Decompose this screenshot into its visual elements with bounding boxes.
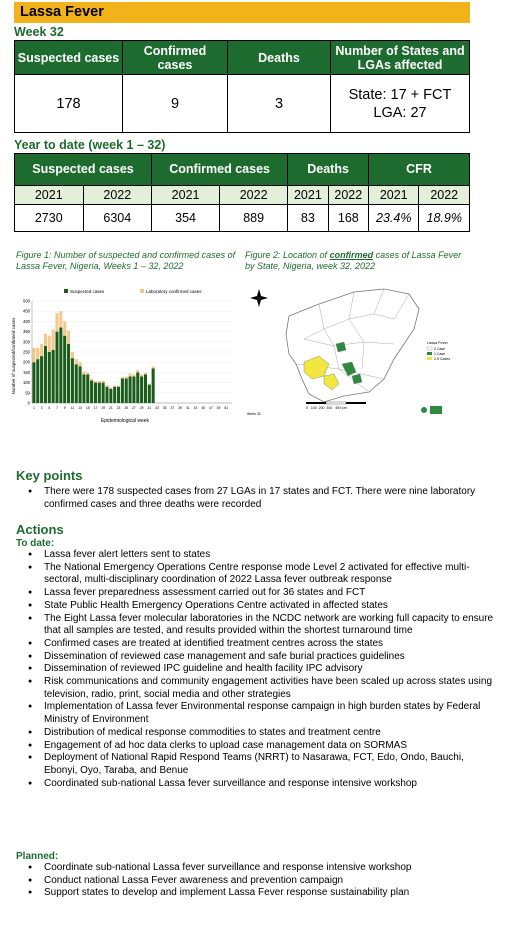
compass-icon <box>250 289 268 307</box>
x-tick-label: 9 <box>63 406 66 410</box>
list-item: ● Lassa fever preparedness assessment carried out for 36 states and FCT <box>26 587 498 600</box>
x-tick-label: 7 <box>56 406 58 410</box>
bar-suspected <box>102 383 105 403</box>
x-tick-label: 41 <box>185 406 190 410</box>
bar-confirmed <box>71 352 74 358</box>
bar-suspected <box>136 372 139 403</box>
x-axis-label: Epidemiological week <box>100 418 150 424</box>
y-tick-label: 450 <box>23 308 30 314</box>
bar-suspected <box>94 383 97 403</box>
figure2-caption-emphasis: confirmed <box>329 250 374 260</box>
report-title: Lassa Fever <box>14 2 470 23</box>
list-item: ● Dissemination of reviewed IPC guideline and health facility IPC advisory <box>26 663 498 676</box>
map-legend-label: 1 Case <box>434 352 446 356</box>
ytd-deaths-2021: 83 <box>288 205 328 232</box>
x-tick-label: 37 <box>170 406 175 410</box>
bar-confirmed <box>129 373 132 376</box>
bar-confirmed <box>67 331 70 344</box>
bar-suspected <box>55 332 58 403</box>
bar-suspected <box>109 389 112 403</box>
figure2-caption-end: cases of Lassa Fever by State, Nigeria, week 32, 2022 <box>245 250 462 271</box>
bar-confirmed <box>82 371 85 374</box>
weekly-summary-table <box>14 40 470 133</box>
x-tick-label: 11 <box>70 406 75 410</box>
bar-suspected <box>125 379 128 403</box>
bar-suspected <box>63 336 66 403</box>
list-item: ● Coordinate sub-national Lassa fever surveillance and response intensive workshop <box>26 862 498 875</box>
figure1-caption: Figure 1: Number of suspected and confirmed cases of Lassa Fever, Nigeria, Weeks 1 – 32, 2022 <box>16 250 236 271</box>
x-tick-label: 23 <box>116 406 121 410</box>
y-tick-label: 200 <box>23 359 30 365</box>
list-item: ● Coordinated sub-national Lassa fever surveillance and response intensive workshop <box>26 778 498 791</box>
bar-suspected <box>132 376 135 403</box>
x-tick-label: 47 <box>208 406 213 410</box>
bar-confirmed <box>105 385 108 387</box>
x-tick-label: 29 <box>139 406 144 410</box>
bar-confirmed <box>44 334 47 346</box>
map-legend <box>427 341 450 361</box>
bar-confirmed <box>52 330 55 350</box>
year-label: 2022 <box>83 186 152 205</box>
ytd-deaths-2022: 168 <box>328 205 368 232</box>
year-label: 2021 <box>152 186 220 205</box>
bar-suspected <box>113 387 116 403</box>
bar-suspected <box>117 387 120 403</box>
list-item: ● Dissemination of reviewed case management and safe burial practices guidelines <box>26 651 498 664</box>
y-axis-label: Number of suspected/confirmed cases <box>11 317 16 395</box>
x-tick-label: 13 <box>78 406 82 410</box>
bar-confirmed <box>40 344 43 356</box>
list-item: ● Lassa fever alert letters sent to states <box>26 549 498 562</box>
value-states: State: 17 + FCT <box>348 86 452 103</box>
key-points-list <box>26 486 492 511</box>
value-states-lgas <box>331 75 470 133</box>
y-tick-label: 400 <box>23 318 30 324</box>
ytd-cfr-2021: 23.4% <box>369 205 419 232</box>
x-tick-label: 45 <box>201 406 206 410</box>
nigeria-map <box>244 284 472 424</box>
list-item: ● The Eight Lassa fever molecular laboratories in the NCDC network are working full capacity to ensure that all samples are tested, and results provided within the shortest turnaround time <box>26 613 498 638</box>
bar-suspected <box>36 359 39 403</box>
list-item: ● The National Emergency Operations Centre response mode Level 2 activated for effective multi-sectoral, multi-disciplinary coordination of 2022 Lassa fever outbreak response <box>26 562 498 587</box>
bar-confirmed <box>144 373 147 375</box>
header-suspected: Suspected cases <box>15 41 123 75</box>
bar-confirmed <box>36 348 39 359</box>
bar-suspected <box>75 364 78 403</box>
ytd-header-deaths: Deaths <box>288 154 369 186</box>
list-item: ● Risk communications and community engagement activities have been scaled up across states using television, radio, print, social media and other strategies <box>26 676 498 701</box>
bar-confirmed <box>140 374 143 376</box>
legend-swatch-suspected <box>64 289 68 293</box>
x-tick-label: 39 <box>178 406 182 410</box>
value-confirmed: 9 <box>123 75 228 133</box>
bar-confirmed <box>59 311 62 327</box>
y-tick-label: 0 <box>27 400 30 406</box>
map-legend-label: 2-5 Cases <box>434 357 450 361</box>
header-deaths: Deaths <box>228 41 331 75</box>
bar-suspected <box>67 344 70 403</box>
year-label: 2022 <box>419 186 470 205</box>
bar-confirmed <box>117 386 120 387</box>
bar-confirmed <box>109 388 112 389</box>
bar-suspected <box>48 352 51 403</box>
bar-confirmed <box>32 348 35 362</box>
ytd-suspected-2021: 2730 <box>15 205 84 232</box>
x-tick-label: 51 <box>224 406 229 410</box>
list-item: ● Distribution of medical response commodities to states and treatment centre <box>26 727 498 740</box>
ytd-confirmed-2021: 354 <box>152 205 220 232</box>
x-tick-label: 15 <box>85 406 90 410</box>
year-label: 2021 <box>288 186 328 205</box>
map-svg <box>244 284 472 424</box>
nigeria-outline <box>286 289 419 402</box>
bar-confirmed <box>94 381 97 383</box>
year-label: 2021 <box>15 186 84 205</box>
week-heading: Week 32 <box>14 25 64 39</box>
y-tick-label: 250 <box>23 349 30 355</box>
bar-confirmed <box>102 381 105 383</box>
bar-suspected <box>44 346 47 403</box>
x-tick-label: 21 <box>108 406 113 410</box>
bar-suspected <box>52 350 55 403</box>
scale-bar <box>306 402 366 410</box>
bar-confirmed <box>125 376 128 378</box>
key-points-heading: Key points <box>16 468 83 483</box>
year-label: 2022 <box>328 186 368 205</box>
bar-suspected <box>59 328 62 403</box>
to-date-list <box>26 549 498 790</box>
y-tick-label: 100 <box>23 380 30 386</box>
ytd-confirmed-2022: 889 <box>220 205 288 232</box>
map-legend-title: Lassa Fever <box>427 341 448 345</box>
x-tick-label: 35 <box>162 406 167 410</box>
x-tick-label: 25 <box>124 406 129 410</box>
bar-suspected <box>129 376 132 403</box>
legend-swatch-confirmed <box>140 289 144 293</box>
x-tick-label: 17 <box>93 406 98 410</box>
x-tick-label: 1 <box>32 406 35 410</box>
y-tick-label: 50 <box>25 390 30 396</box>
map-legend-swatch <box>427 347 432 350</box>
value-lgas: LGA: 27 <box>373 104 427 121</box>
bar-confirmed <box>121 377 124 379</box>
list-item: ● Deployment of National Rapid Respond Teams (NRRT) to Nasarawa, FCT, Edo, Ondo, Bauchi, Ebonyi, Oyo, Taraba, and Benue <box>26 752 498 777</box>
bar-suspected <box>98 383 101 403</box>
bar-confirmed <box>79 362 82 366</box>
bar-suspected <box>121 379 124 403</box>
list-item: ● Confirmed cases are treated at identified treatment centres across the states <box>26 638 498 651</box>
bar-suspected <box>32 362 35 403</box>
state-green <box>352 374 362 384</box>
x-tick-label: 27 <box>132 406 136 410</box>
list-item: ● Conduct national Lassa Fever awareness and prevention campaign <box>26 875 498 888</box>
ncdc-logo <box>421 406 442 414</box>
x-tick-label: 33 <box>155 406 159 410</box>
bar-confirmed <box>48 336 51 352</box>
bar-suspected <box>71 358 74 403</box>
map-legend-label: 0 Case <box>434 347 446 351</box>
ytd-suspected-2022: 6304 <box>83 205 152 232</box>
list-item: ● Support states to develop and implement Lassa Fever response sustainability plan <box>26 887 498 900</box>
map-footer-label: Week 32 <box>247 412 261 416</box>
x-tick-label: 31 <box>147 406 152 410</box>
planned-heading: Planned: <box>16 851 59 862</box>
x-tick-label: 5 <box>48 406 51 410</box>
x-tick-label: 49 <box>216 406 221 410</box>
figure2-caption <box>245 250 467 272</box>
bar-suspected <box>148 385 151 403</box>
year-label: 2021 <box>369 186 419 205</box>
bar-confirmed <box>86 372 89 374</box>
legend-label-suspected: Suspected cases <box>70 289 105 294</box>
bar-suspected <box>40 356 43 403</box>
y-tick-label: 150 <box>23 369 30 375</box>
list-item: ● Implementation of Lassa fever Environmental response campaign in high burden states by Federal Ministry of Environment <box>26 701 498 726</box>
ytd-header-suspected: Suspected cases <box>15 154 152 186</box>
state-green <box>336 342 346 352</box>
ytd-header-cfr: CFR <box>369 154 470 186</box>
bar-confirmed <box>113 385 116 386</box>
legend-label-confirmed: Laboratory confirmed cases <box>146 289 202 294</box>
planned-list <box>26 862 498 900</box>
y-tick-label: 350 <box>23 329 30 335</box>
bar-suspected <box>144 374 147 403</box>
bar-confirmed <box>152 366 155 368</box>
header-states: Number of States and LGAs affected <box>331 41 470 75</box>
bar-suspected <box>152 368 155 403</box>
list-item: ● Engagement of ad hoc data clerks to upload case management data on SORMAS <box>26 740 498 753</box>
ytd-table <box>14 153 470 232</box>
figure2-caption-start: Figure 2: Location of <box>245 250 330 260</box>
to-date-heading: To date: <box>16 538 55 549</box>
header-confirmed: Confirmed cases <box>123 41 228 75</box>
ytd-cfr-2022: 18.9% <box>419 205 470 232</box>
bar-suspected <box>86 374 89 403</box>
ytd-heading: Year to date (week 1 – 32) <box>14 138 166 152</box>
bar-suspected <box>82 374 85 403</box>
map-legend-swatch <box>427 352 432 355</box>
scale-label: 0 100 200 300 400 km <box>306 406 347 410</box>
bar-suspected <box>90 381 93 403</box>
ytd-header-confirmed: Confirmed cases <box>152 154 288 186</box>
bar-confirmed <box>75 359 78 364</box>
list-item: ● State Public Health Emergency Operations Centre activated in affected states <box>26 600 498 613</box>
x-tick-label: 19 <box>101 406 106 410</box>
map-legend-swatch <box>427 357 432 360</box>
bar-confirmed <box>55 313 58 331</box>
epicurve-chart <box>10 286 238 424</box>
x-tick-label: 43 <box>193 406 198 410</box>
bar-confirmed <box>98 381 101 383</box>
year-label: 2022 <box>220 186 288 205</box>
value-suspected: 178 <box>15 75 123 133</box>
y-tick-label: 300 <box>23 339 30 345</box>
y-tick-label: 500 <box>23 298 30 304</box>
value-deaths: 3 <box>228 75 331 133</box>
bar-suspected <box>140 376 143 403</box>
bar-confirmed <box>136 370 139 372</box>
bar-confirmed <box>63 321 66 335</box>
bar-suspected <box>105 387 108 403</box>
bar-confirmed <box>90 379 93 381</box>
list-item: ● There were 178 suspected cases from 27 LGAs in 17 states and FCT. There were nine laboratory confirmed cases and three deaths were recorded <box>26 486 492 511</box>
bar-confirmed <box>148 384 151 385</box>
epicurve-svg <box>10 286 238 424</box>
bar-suspected <box>79 366 82 403</box>
bar-confirmed <box>132 374 135 376</box>
x-tick-label: 3 <box>40 406 43 410</box>
actions-heading: Actions <box>16 522 64 537</box>
